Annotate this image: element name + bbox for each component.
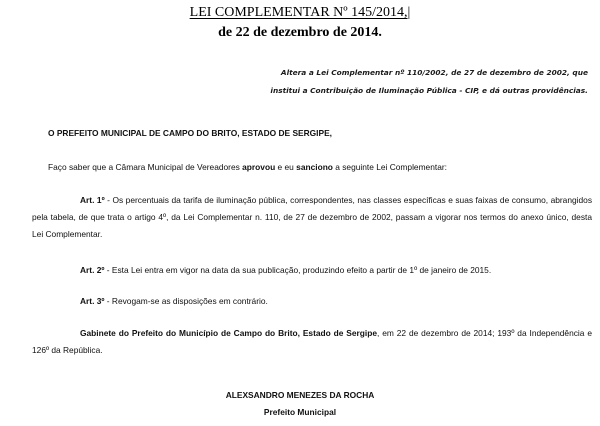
law-date: de 22 de dezembro de 2014.	[218, 25, 382, 40]
law-title-text: LEI COMPLEMENTAR Nº 145/2014,	[189, 5, 408, 20]
decree-mid: e eu	[275, 162, 297, 172]
closing-rest: , em 22 de dezembro de 2014; 193º da Independência e 126º da República.	[32, 328, 592, 355]
decree-sanction: sanciono	[296, 162, 333, 172]
decree-post: a seguinte Lei Complementar:	[332, 162, 447, 172]
decree-approve: aprovou	[242, 162, 276, 172]
decree-pre: Faço saber que a Câmara Municipal de Vereadores	[48, 162, 243, 172]
text-cursor: |	[407, 5, 411, 20]
preamble: O PREFEITO MUNICIPAL DE CAMPO DO BRITO, ESTADO DE SERGIPE,	[48, 128, 333, 138]
article-1-label: Art. 1º	[80, 195, 105, 205]
article-2-text: - Esta Lei entra em vigor na data da sua publicação, produzindo efeito a partir de 1º de janeiro de 2015.	[104, 265, 492, 275]
article-1-text: - Os percentuais da tarifa de iluminação pública, correspondentes, nas classes específicas e suas faixas de consumo, abrangidos pela tabela, de que trata o artigo 4º, da Lei Complementar n. 110, de 27 de dezembro de 2002, passam a vigorar nos termos do anexo único, desta Lei Complementar.	[32, 195, 593, 239]
ementa-line-2: institui a Contribuição de Iluminação Pública - CIP, e dá outras providências.	[270, 86, 588, 95]
article-1	[32, 192, 592, 243]
article-2	[32, 262, 592, 279]
ementa-line-1: Altera a Lei Complementar nº 110/2002, de 27 de dezembro de 2002, que	[280, 68, 588, 77]
article-2-label: Art. 2º	[80, 265, 105, 275]
closing-paragraph	[32, 325, 592, 359]
decree-line	[48, 162, 447, 172]
closing-bold: Gabinete do Prefeito do Município de Campo do Brito, Estado de Sergipe	[80, 328, 378, 338]
signatory-name: ALEXSANDRO MENEZES DA ROCHA	[225, 390, 375, 400]
law-title	[0, 5, 600, 21]
signatory-role: Prefeito Municipal	[263, 407, 337, 417]
article-3-text: - Revogam-se as disposições em contrário.	[104, 296, 268, 306]
article-3-label: Art. 3º	[80, 296, 105, 306]
article-3	[32, 293, 592, 310]
